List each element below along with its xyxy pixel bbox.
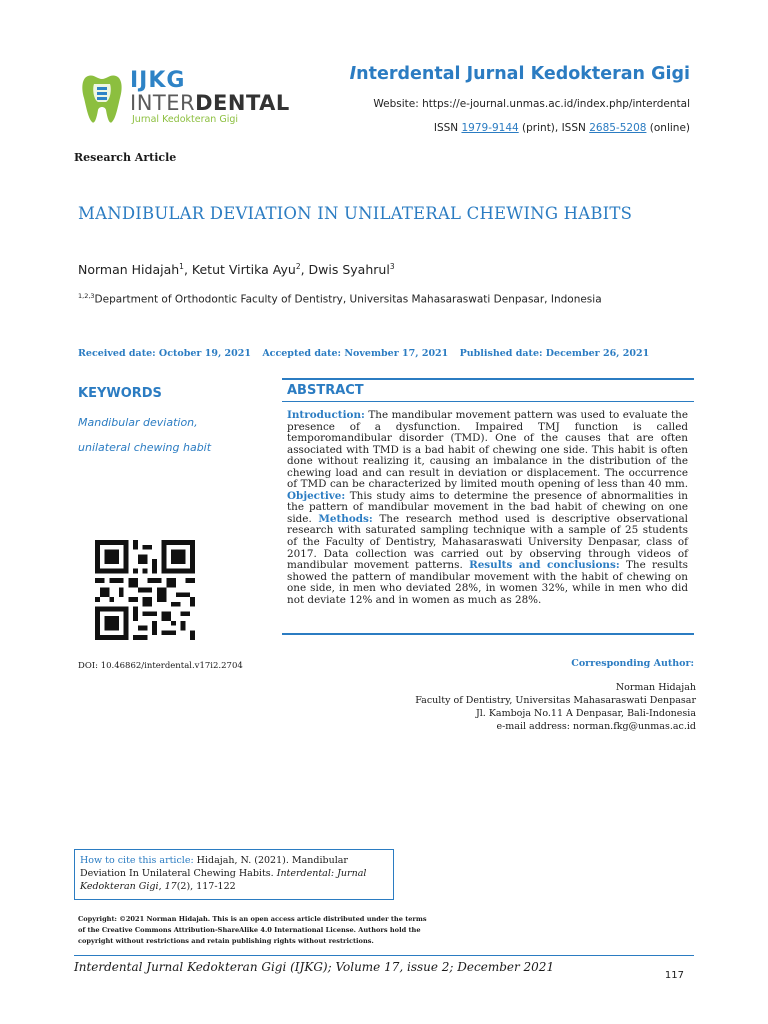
accepted-date: Accepted date: November 17, 2021 <box>262 348 449 359</box>
abstract-heading: ABSTRACT <box>287 383 364 398</box>
footer-rule <box>74 955 694 956</box>
abstract-heading-rule <box>282 401 694 402</box>
corresponding-name: Norman Hidajah <box>615 682 696 693</box>
abstract-intro-label: Introduction: <box>287 409 365 421</box>
corresponding-author-block <box>415 681 696 733</box>
author-name: Norman Hidajah <box>78 262 180 278</box>
abstract-bottom-rule <box>282 633 694 635</box>
journal-title: Interdental Jurnal Kedokteran Gigi <box>349 64 690 84</box>
keywords-heading: KEYWORDS <box>78 386 162 401</box>
qr-code-icon <box>92 540 198 640</box>
author-name: Dwis Syahrul <box>308 262 390 278</box>
journal-issn: ISSN 1979-9144 (print), ISSN 2685-5208 (online) <box>433 122 690 134</box>
abstract-body: Introduction: The mandibular movement pattern was used to evaluate the presence of a dysfunction. Impaired TMJ function is called temporomandibular disorder (TMD). One of the causes that are often associated with TMD is a bad habit of chewing one side. This habit is often done without realizing it, causing an imbalance in the distribution of the chewing load and can result in deviation or displacement. The occurrence of TMD can be characterized by limited mouth opening of less than 40 mm. Objective: This study aims to determine the presence of abnormalities in the pattern of mandibular movement in the bad habit of chewing on one side. Methods: The research method used is descriptive observational research with saturated sampling technique with a sample of 25 students of the Faculty of Dentistry, Mahasaraswati University Denpasar, class of 2017. Data collection was carried out by observing through videos of mandibular movement patterns. Results and conclusions: The results showed the pattern of mandibular movement with the habit of chewing on one side, in men who deviated 28%, in women 32%, while in men who did not deviate 12% and in women as much as 28%. <box>287 409 689 606</box>
corresponding-institution: Faculty of Dentistry, Universitas Mahasaraswati Denpasar <box>415 695 696 706</box>
keyword-item: Mandibular deviation, <box>78 416 198 429</box>
abstract-top-rule <box>282 378 694 380</box>
author-name: Ketut Virtika Ayu <box>191 262 296 278</box>
page-number: 117 <box>664 970 684 981</box>
corresponding-address: Jl. Kamboja No.11 A Denpasar, Bali-Indonesia <box>475 708 696 719</box>
received-date: Received date: October 19, 2021 <box>78 348 251 359</box>
abstract-results-label: Results and conclusions: <box>469 559 620 572</box>
issn-online-link[interactable]: 2685-5208 <box>589 122 647 134</box>
journal-logo <box>80 68 310 130</box>
tooth-logo-icon <box>80 70 124 126</box>
author-list: Norman Hidajah$^1$, Ketut Virtika Ayu$^2$, Dwis Syahrul$^3$ <box>78 262 395 278</box>
affiliation: $^{1,2,3}$Department of Orthodontic Faculty of Dentistry, Universitas Mahasaraswati Denpasar, Indonesia <box>78 292 602 306</box>
logo-ijkg-text: IJKG <box>130 68 186 93</box>
abstract-objective-label: Objective: <box>287 489 346 502</box>
published-date: Published date: December 26, 2021 <box>459 348 650 359</box>
article-dates <box>78 348 657 359</box>
footer-journal: Interdental Jurnal Kedokteran Gigi (IJKG); Volume 17, issue 2; December 2021 <box>74 960 555 974</box>
corresponding-heading: Corresponding Author: <box>571 658 694 669</box>
journal-website[interactable]: Website: https://e-journal.unmas.ac.id/index.php/interdental <box>373 98 690 110</box>
keywords-list <box>78 410 248 460</box>
corresponding-email: e-mail address: norman.fkg@unmas.ac.id <box>496 721 696 732</box>
how-to-cite-box: How to cite this article: Hidajah, N. (2021). Mandibular Deviation In Unilateral Chewing Habits. Interdental: Jurnal Kedokteran Gigi, 17(2), 117-122 <box>74 849 394 900</box>
logo-interdental-text: INTERDENTAL <box>130 91 290 115</box>
copyright-notice: Copyright: ©2021 Norman Hidajah. This is an open access article distributed under the terms of the Creative Commons Attribution-ShareAlike 4.0 International License. Authors hold the copyright without restrictions and retain publishing rights without restrictions. <box>78 915 427 945</box>
article-type: Research Article <box>74 151 177 164</box>
cite-label: How to cite this article: <box>80 855 194 866</box>
issn-print-link[interactable]: 1979-9144 <box>461 122 519 134</box>
doi[interactable]: DOI: 10.46862/interdental.v17i2.2704 <box>78 661 243 671</box>
keyword-item: unilateral chewing habit <box>78 441 212 454</box>
article-title: MANDIBULAR DEVIATION IN UNILATERAL CHEWING HABITS <box>78 204 633 223</box>
abstract-methods-label: Methods: <box>318 512 373 525</box>
logo-subtitle: Jurnal Kedokteran Gigi <box>132 114 239 125</box>
